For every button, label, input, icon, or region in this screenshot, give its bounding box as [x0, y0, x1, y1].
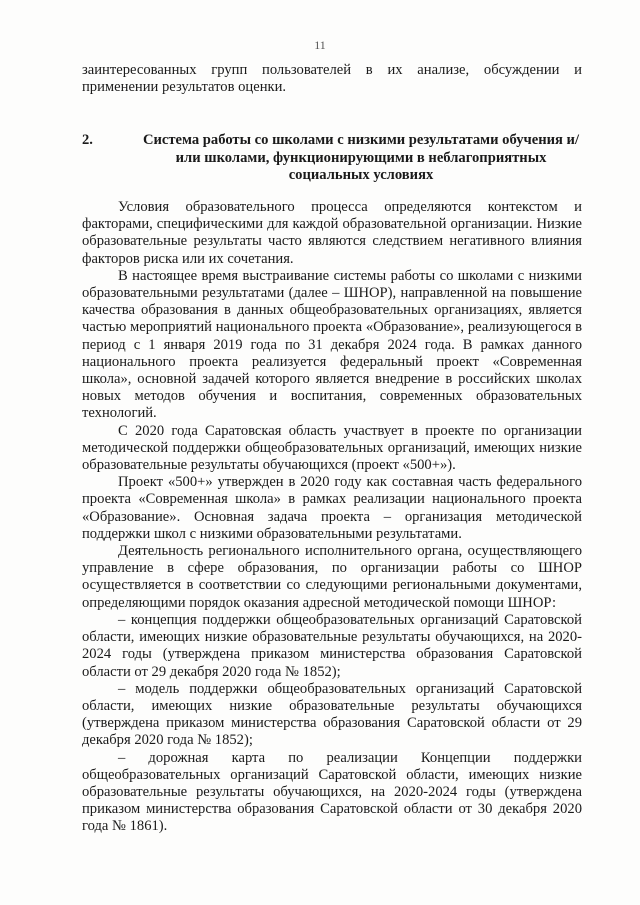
page-body — [82, 62, 582, 836]
page-number: 11 — [314, 38, 326, 52]
intro-paragraph: заинтересованных групп пользователей в их анализе, обсуждении и применении результатов оценки. — [82, 62, 582, 96]
paragraph: Проект «500+» утвержден в 2020 году как составная часть федерального проекта «Современная школа» в рамках реализации национального проекта «Образование». Основная задача проекта – организация методической поддержки школ с низкими образовательными результатами. — [82, 474, 582, 542]
list-item: – модель поддержки общеобразовательных организаций Саратовской области, имеющих низкие образовательные результаты обучающихся (утверждена приказом министерства образования Саратовской области от 29 декабря 2020 года № 1852); — [82, 680, 582, 749]
paragraph: Условия образовательного процесса определяются контекстом и факторами, специфическими для каждой образовательной организации. Низкие образовательные результаты часто являются следствием негативного влияния факторов риска или их сочетания. — [82, 199, 582, 267]
paragraph: В настоящее время выстраивание системы работы со школами с низкими образовательными результатами (далее – ШНОР), направленной на повышение качества образования в данных общеобразовательных организациях, является частью мероприятий национального проекта «Образование», реализующегося в период с 1 января 2019 года по 31 декабря 2024 года. В рамках данного национального проекта реализуется федеральный проект «Современная школа», основной задачей которого является внедрение в российских школах новых методов обучения и воспитания, современных образовательных технологий. — [82, 267, 582, 422]
list-item: – дорожная карта по реализации Концепции поддержки общеобразовательных организаций Саратовской области, имеющих низкие образовательные результаты обучающихся, на 2020-2024 годы (утверждена приказом министерства образования Саратовской области от 30 декабря 2020 года № 1861). — [82, 749, 582, 835]
paragraph: Деятельность регионального исполнительного органа, осуществляющего управление в сфере образования, по организации работы со ШНОР осуществляется в соответствии со следующими региональными документами, определяющими порядок оказания адресной методической помощи ШНОР: — [82, 543, 582, 611]
paragraph: С 2020 года Саратовская область участвует в проекте по организации методической поддержки общеобразовательных организаций, имеющих низкие образовательные результаты обучающихся (проект «500+»). — [82, 422, 582, 474]
list-item: – концепция поддержки общеобразовательных организаций Саратовской области, имеющих низкие образовательные результаты обучающихся, на 2020-2024 годы (утверждена приказом министерства образования Саратовской области от 29 декабря 2020 года № 1852); — [82, 611, 582, 680]
section-number: 2. — [82, 132, 93, 149]
section-title: Система работы со школами с низкими результатами обучения и/или школами, функционирующими в неблагоприятных социальных условиях — [142, 132, 580, 183]
section-heading — [82, 132, 582, 184]
